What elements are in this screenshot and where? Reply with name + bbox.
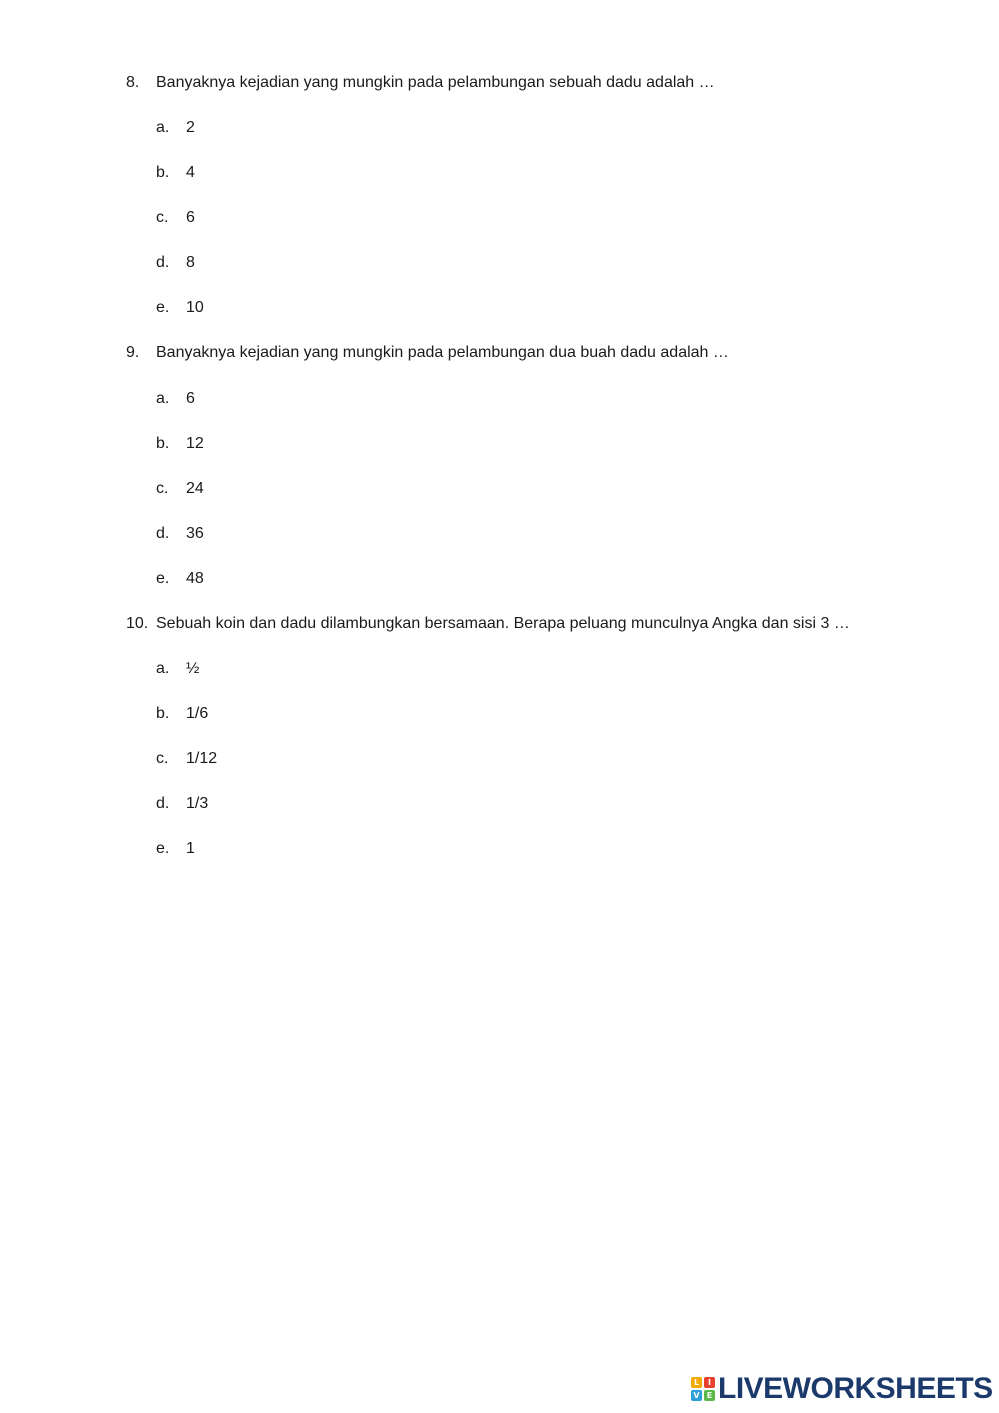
q9-option-c[interactable] [156,479,204,499]
q10-option-d[interactable] [156,794,208,814]
option-letter: d. [156,254,170,271]
option-letter: b. [156,435,170,452]
option-value: 36 [186,525,204,542]
logo-mark-tile: E [704,1390,715,1401]
question-text: Sebuah koin dan dadu dilambungkan bersamaan. Berapa peluang munculnya Angka dan sisi 3 … [156,615,850,632]
q8-option-c[interactable] [156,208,195,228]
q9-option-d[interactable] [156,524,204,544]
option-value: 6 [186,390,195,407]
q10-option-b[interactable] [156,704,208,724]
option-letter: d. [156,525,170,542]
q8-option-e[interactable] [156,298,204,318]
option-letter: c. [156,480,169,497]
question-text: Banyaknya kejadian yang mungkin pada pelambungan dua buah dadu adalah … [156,344,729,361]
q8-option-d[interactable] [156,253,195,273]
q10-option-c[interactable] [156,749,217,769]
option-value: 1 [186,840,195,857]
question-number: 10. [126,615,149,632]
q8-option-b[interactable] [156,163,195,183]
option-value: 8 [186,254,195,271]
option-value: 1/3 [186,795,209,812]
option-value: 12 [186,435,204,452]
option-letter: e. [156,840,170,857]
logo-mark-icon [691,1377,715,1401]
option-value: 24 [186,480,204,497]
logo-mark-tile: V [691,1390,702,1401]
option-letter: c. [156,750,169,767]
question-9 [126,343,729,363]
logo-mark-tile: L [691,1377,702,1388]
q8-option-a[interactable] [156,118,195,138]
option-value: 4 [186,164,195,181]
option-value: ½ [186,660,200,677]
option-letter: b. [156,164,170,181]
question-number: 8. [126,74,140,91]
logo-text: LIVEWORKSHEETS [718,1372,993,1405]
option-value: 1/6 [186,705,209,722]
option-letter: e. [156,299,170,316]
option-letter: d. [156,795,170,812]
option-value: 6 [186,209,195,226]
q9-option-b[interactable] [156,434,204,454]
q9-option-a[interactable] [156,389,195,409]
logo-mark-tile: I [704,1377,715,1388]
q10-option-a[interactable] [156,659,199,679]
option-value: 2 [186,119,195,136]
option-letter: b. [156,705,170,722]
option-value: 48 [186,570,204,587]
option-value: 10 [186,299,204,316]
option-letter: a. [156,390,170,407]
liveworksheets-logo [691,1374,993,1404]
option-letter: a. [156,660,170,677]
question-number: 9. [126,344,140,361]
option-letter: a. [156,119,170,136]
question-8 [126,73,715,93]
q9-option-e[interactable] [156,569,204,589]
option-letter: c. [156,209,169,226]
option-value: 1/12 [186,750,218,767]
question-text: Banyaknya kejadian yang mungkin pada pelambungan sebuah dadu adalah … [156,74,715,91]
question-10 [126,614,850,634]
q10-option-e[interactable] [156,839,195,859]
option-letter: e. [156,570,170,587]
